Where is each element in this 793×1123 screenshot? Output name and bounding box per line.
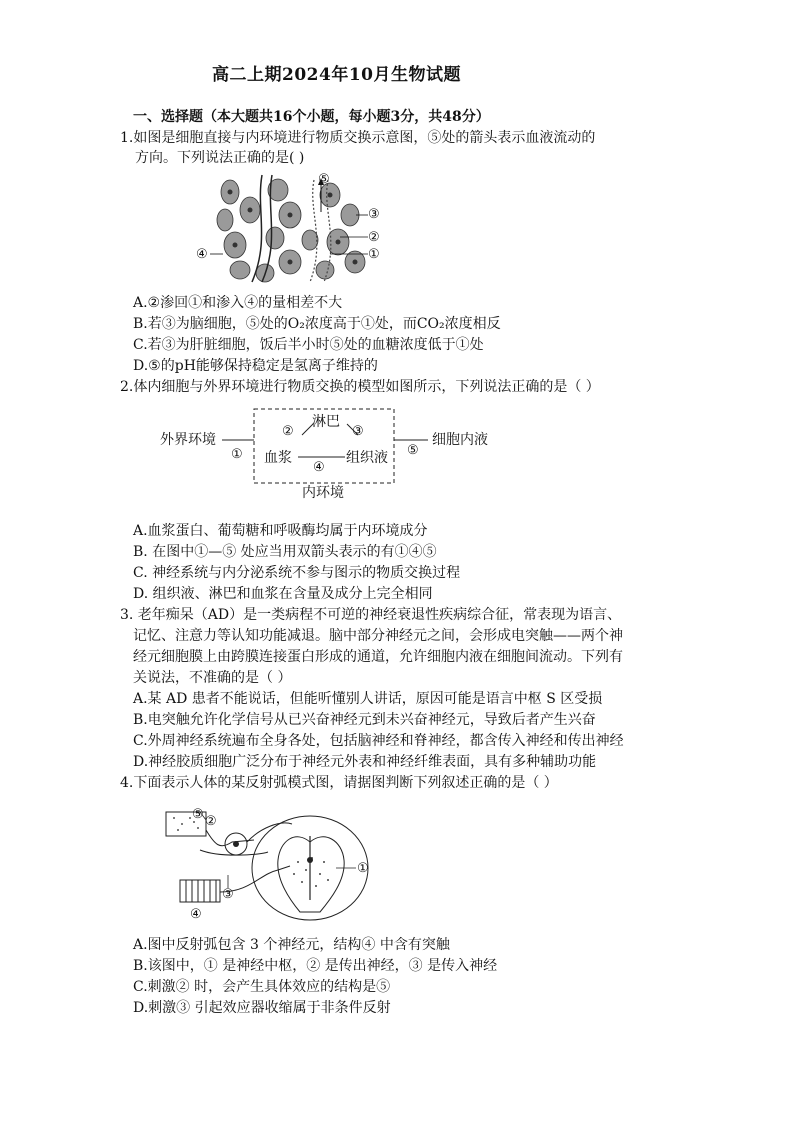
section-heading: 一、选择题（本大题共16个小题，每小题3分，共48分） <box>133 109 490 125</box>
q3-stem-line3: 经元细胞膜上由跨膜连接蛋白形成的通道，允许细胞内液在细胞间流动。下列有 <box>133 649 623 665</box>
q2-option-c: C. 神经系统与内分泌系统不参与图示的物质交换过程 <box>133 565 461 581</box>
q1-label-4: ④ <box>196 247 208 262</box>
q2-num-2: ② <box>282 424 294 439</box>
q3-option-c: C.外周神经系统遍布全身各处，包括脑神经和脊神经，都含传入神经和传出神经 <box>133 733 624 749</box>
page-title: 高二上期2024年10月生物试题 <box>212 65 461 85</box>
q4-stem: 4.下面表示人体的某反射弧模式图，请据图判断下列叙述正确的是（ ） <box>120 775 558 791</box>
q2-plasma: 血浆 <box>264 450 292 466</box>
q2-stem: 2.体内细胞与外界环境进行物质交换的模型如图所示，下列说法正确的是（ ） <box>120 379 600 395</box>
q1-option-a: A.②渗回①和渗入④的量相差不大 <box>133 295 343 311</box>
q1-tissue-diagram <box>190 170 390 288</box>
q4-label-2: ② <box>205 814 217 829</box>
q2-num-5: ⑤ <box>407 443 419 458</box>
q1-label-5: ⑤ <box>318 172 330 187</box>
q4-label-3: ③ <box>222 887 234 902</box>
q4-option-c: C.刺激② 时，会产生具体效应的结构是⑤ <box>133 979 391 995</box>
q3-option-d: D.神经胶质细胞广泛分布于神经元外表和神经纤维表面，具有多种辅助功能 <box>133 754 597 770</box>
q1-label-1: ① <box>368 247 380 262</box>
q2-internal-env: 内环境 <box>302 485 344 501</box>
q3-stem-line4: 关说法，不准确的是（ ） <box>133 670 292 686</box>
q2-tissue-fluid: 组织液 <box>346 450 388 466</box>
q2-option-d: D. 组织液、淋巴和血浆在含量及成分上完全相同 <box>133 586 433 602</box>
q2-num-3: ③ <box>352 424 364 439</box>
q4-option-a: A.图中反射弧包含 3 个神经元，结构④ 中含有突触 <box>133 937 450 953</box>
q4-label-5: ⑤ <box>192 807 204 822</box>
q3-option-b: B.电突触允许化学信号从已兴奋神经元到未兴奋神经元，导致后者产生兴奋 <box>133 712 596 728</box>
q4-label-4: ④ <box>190 907 202 922</box>
q3-option-a: A.某 AD 患者不能说话，但能听懂别人讲话，原因可能是语言中枢 S 区受损 <box>133 691 603 707</box>
q1-label-3: ③ <box>368 207 380 222</box>
q3-stem-line1: 3. 老年痴呆（AD）是一类病程不可逆的神经衰退性疾病综合征，常表现为语言、 <box>120 607 622 623</box>
q2-num-4: ④ <box>313 460 325 475</box>
q1-stem-line2: 方向。下列说法正确的是( ) <box>135 150 305 166</box>
q1-option-d: D.⑤的pH能够保持稳定是氢离子维持的 <box>133 358 378 374</box>
q4-option-b: B.该图中，① 是神经中枢，② 是传出神经，③ 是传入神经 <box>133 958 498 974</box>
q2-option-b: B. 在图中①—⑤ 处应当用双箭头表示的有①④⑤ <box>133 544 437 560</box>
q3-stem-line2: 记忆、注意力等认知功能减退。脑中部分神经元之间，会形成电突触——两个神 <box>133 628 623 644</box>
q4-label-1: ① <box>357 861 369 876</box>
q2-num-1: ① <box>231 447 243 462</box>
q1-label-2: ② <box>368 230 380 245</box>
q1-option-c: C.若③为肝脏细胞，饭后半小时⑤处的血糖浓度低于①处 <box>133 337 484 353</box>
q2-lymph: 淋巴 <box>312 414 340 430</box>
q1-stem-line1: 1.如图是细胞直接与内环境进行物质交换示意图，⑤处的箭头表示血液流动的 <box>120 130 596 146</box>
q2-outer-env: 外界环境 <box>160 432 216 448</box>
q1-option-b: B.若③为脑细胞，⑤处的O₂浓度高于①处，而CO₂浓度相反 <box>133 316 501 332</box>
q4-option-d: D.刺激③ 引起效应器收缩属于非条件反射 <box>133 1000 391 1016</box>
q2-cell-fluid: 细胞内液 <box>432 432 488 448</box>
q2-option-a: A.血浆蛋白、葡萄糖和呼吸酶均属于内环境成分 <box>133 523 428 539</box>
